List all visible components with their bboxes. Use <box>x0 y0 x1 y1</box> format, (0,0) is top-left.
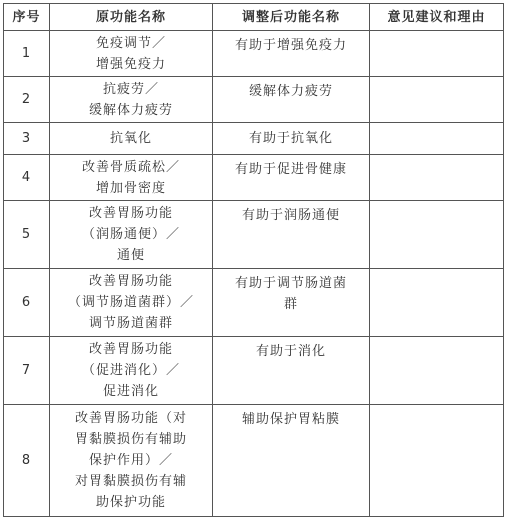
table-row <box>4 405 504 517</box>
header-adjusted-name: 调整后功能名称 <box>213 4 370 31</box>
row-seq: 8 <box>4 405 50 517</box>
row-opinion-cell[interactable] <box>370 337 504 405</box>
row-original-name: 改善胃肠功能 （润肠通便）／ 通便 <box>50 201 213 269</box>
table-row <box>4 155 504 201</box>
row-original-name: 改善骨质疏松／ 增加骨密度 <box>50 155 213 201</box>
row-original-name: 抗疲劳／ 缓解体力疲劳 <box>50 77 213 123</box>
row-opinion-cell[interactable] <box>370 77 504 123</box>
row-adjusted-name: 有助于润肠通便 <box>213 201 370 269</box>
function-name-table-container <box>3 3 504 517</box>
row-seq: 2 <box>4 77 50 123</box>
row-original-name: 改善胃肠功能（对 胃黏膜损伤有辅助 保护作用）／ 对胃黏膜损伤有辅 助保护功能 <box>50 405 213 517</box>
row-seq: 7 <box>4 337 50 405</box>
row-adjusted-name: 有助于增强免疫力 <box>213 31 370 77</box>
table-row <box>4 123 504 155</box>
row-adjusted-name: 有助于促进骨健康 <box>213 155 370 201</box>
header-opinion: 意见建议和理由 <box>370 4 504 31</box>
table-row <box>4 269 504 337</box>
row-opinion-cell[interactable] <box>370 405 504 517</box>
table-row <box>4 31 504 77</box>
row-original-name: 抗氧化 <box>50 123 213 155</box>
row-seq: 1 <box>4 31 50 77</box>
header-seq: 序号 <box>4 4 50 31</box>
row-seq: 6 <box>4 269 50 337</box>
row-opinion-cell[interactable] <box>370 155 504 201</box>
row-opinion-cell[interactable] <box>370 123 504 155</box>
row-opinion-cell[interactable] <box>370 201 504 269</box>
row-seq: 3 <box>4 123 50 155</box>
row-original-name: 改善胃肠功能 （促进消化）／ 促进消化 <box>50 337 213 405</box>
row-opinion-cell[interactable] <box>370 269 504 337</box>
row-original-name: 改善胃肠功能 （调节肠道菌群）／ 调节肠道菌群 <box>50 269 213 337</box>
row-original-name: 免疫调节／ 增强免疫力 <box>50 31 213 77</box>
row-adjusted-name: 有助于消化 <box>213 337 370 405</box>
row-adjusted-name: 有助于调节肠道菌 群 <box>213 269 370 337</box>
table-header-row <box>4 4 504 31</box>
table-row <box>4 337 504 405</box>
function-name-table <box>3 3 504 517</box>
row-seq: 4 <box>4 155 50 201</box>
table-row <box>4 77 504 123</box>
row-adjusted-name: 辅助保护胃粘膜 <box>213 405 370 517</box>
row-seq: 5 <box>4 201 50 269</box>
row-adjusted-name: 有助于抗氧化 <box>213 123 370 155</box>
row-adjusted-name: 缓解体力疲劳 <box>213 77 370 123</box>
header-original-name: 原功能名称 <box>50 4 213 31</box>
row-opinion-cell[interactable] <box>370 31 504 77</box>
table-row <box>4 201 504 269</box>
